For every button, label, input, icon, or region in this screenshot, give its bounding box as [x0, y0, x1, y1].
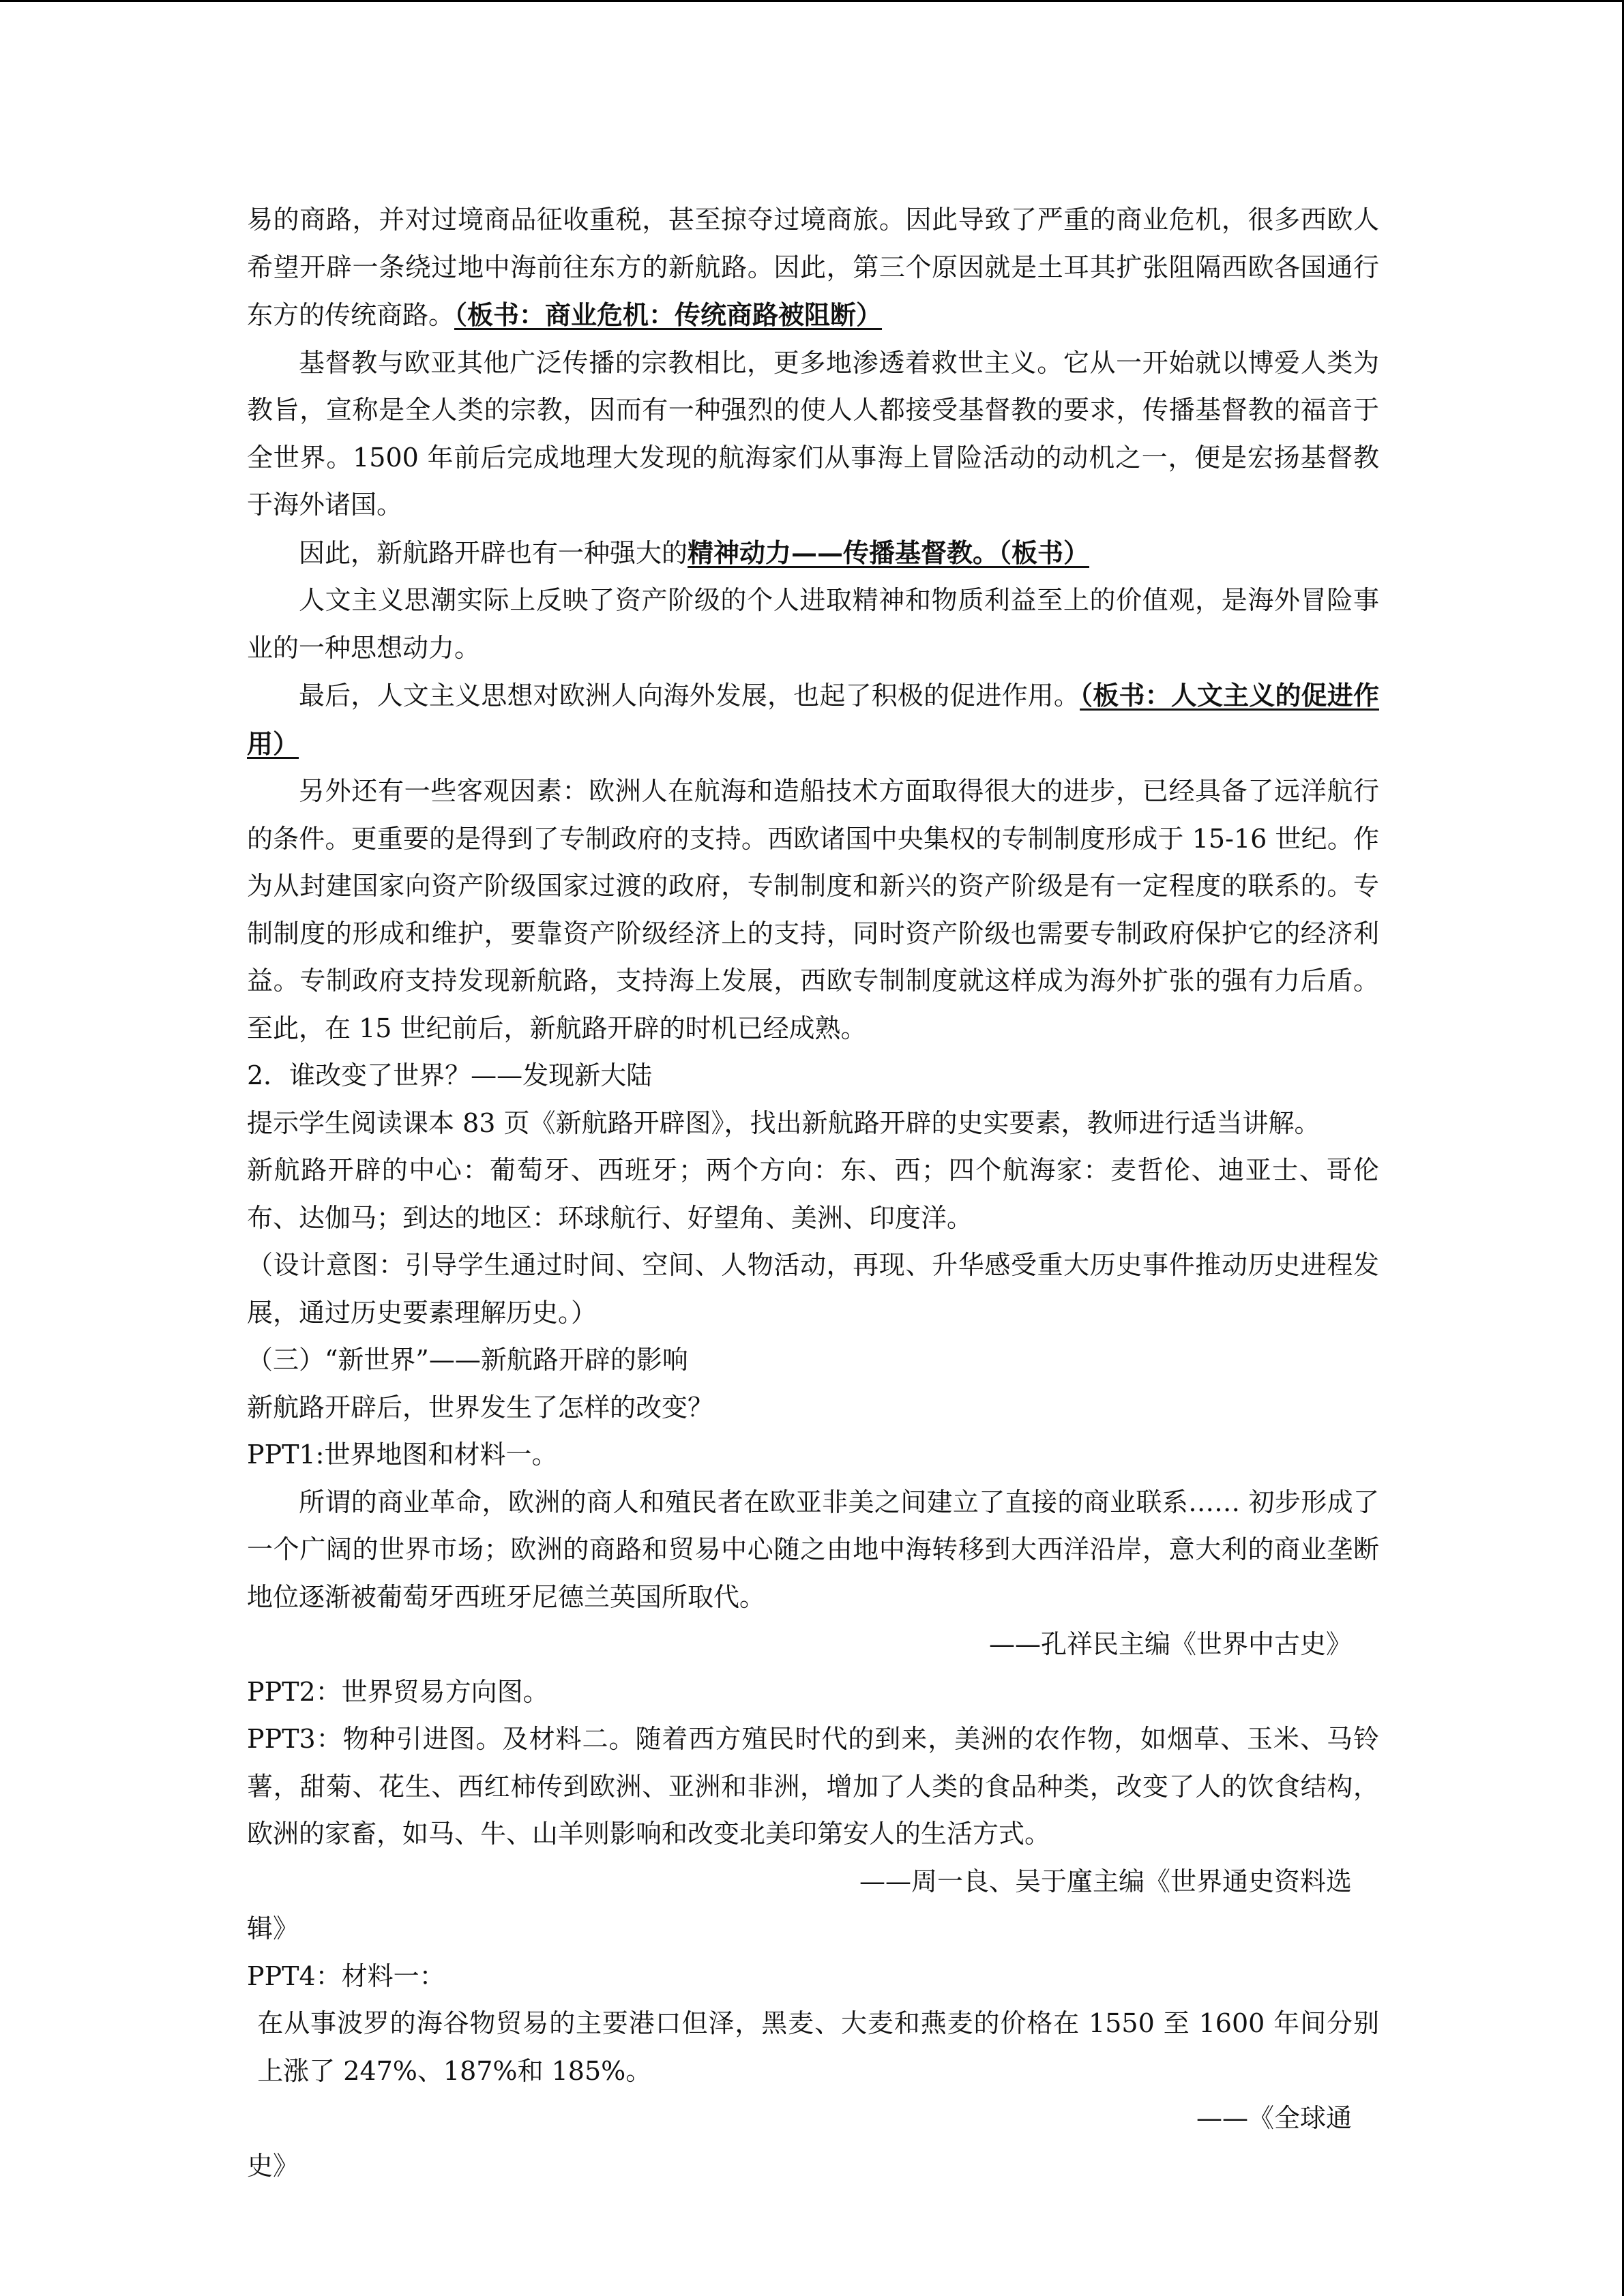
paragraph-text: 最后，人文主义思想对欧洲人向海外发展，也起了积极的促进作用。 — [299, 681, 1080, 711]
ppt1-line: PPT1:世界地图和材料一。 — [247, 1440, 558, 1470]
paragraph-commerce-crisis — [247, 196, 1379, 340]
paragraph-route-elements: 新航路开辟的中心：葡萄牙、西班牙；两个方向：东、西；四个航海家：麦哲伦、迪亚士、哥伦布、达伽马；到达的地区：环球航行、好望角、美洲、印度洋。 — [247, 1155, 1379, 1233]
ppt1-source: ——孔祥民主编《世界中古史》 — [988, 1629, 1352, 1659]
blackboard-note: 精神动力——传播基督教。（板书） — [688, 537, 1090, 568]
paragraph-christianity: 基督教与欧亚其他广泛传播的宗教相比，更多地渗透着救世主义。它从一开始就以博爱人类为教旨，宣称是全人类的宗教，因而有一种强烈的使人人都接受基督教的要求，传播基督教的福音于全世界。1500 年前后完成地理大发现的航海家们从事海上冒险活动的动机之一，便是宏扬基督教于海外诸国。 — [247, 347, 1379, 520]
paragraph-design-intent: （设计意图：引导学生通过时间、空间、人物活动，再现、升华感受重大历史事件推动历史进程发展，通过历史要素理解历史。） — [247, 1250, 1379, 1328]
document-body — [247, 196, 1379, 2190]
ppt1-quote: 所谓的商业革命，欧洲的商人和殖民者在欧亚非美之间建立了直接的商业联系…… 初步形成了一个广阔的世界市场；欧洲的商路和贸易中心随之由地中海转移到大西洋沿岸，意大利的商业垄断地位逐渐被葡萄牙西班牙尼德兰英国所取代。 — [247, 1487, 1379, 1612]
section-heading-3: （三）“新世界”——新航路开辟的影响 — [247, 1345, 688, 1375]
paragraph-text: 易的商路，并对过境商品征收重税，甚至掠夺过境商旅。因此导致了严重的商业危机，很多西欧人希望开辟一条绕过地中海前往东方的新航路。因此，第三个原因就是土耳其扩张阻隔西欧各国通行东方的传统商路。 — [247, 205, 1379, 330]
section-heading-2: 2．谁改变了世界？——发现新大陆 — [247, 1060, 653, 1090]
ppt3-source-cont: 辑》 — [247, 1913, 299, 1943]
paragraph-text: 因此，新航路开辟也有一种强大的 — [299, 537, 688, 568]
ppt2-line: PPT2：世界贸易方向图。 — [247, 1676, 549, 1707]
ppt4-source: ——《全球通 — [1196, 2103, 1352, 2133]
ppt4-quote: 在从事波罗的海谷物贸易的主要港口但泽，黑麦、大麦和燕麦的价格在 1550 至 1600 年间分别上涨了 247%、187%和 185%。 — [257, 2008, 1379, 2086]
blackboard-note: （板书：人文主义的促进作用） — [247, 680, 1379, 759]
ppt4-line: PPT4：材料一： — [247, 1960, 445, 1991]
blackboard-note: （板书：商业危机：传统商路被阻断） — [454, 299, 883, 330]
paragraph-objective-factors: 另外还有一些客观因素：欧洲人在航海和造船技术方面取得很大的进步，已经具备了远洋航行的条件。更重要的是得到了专制政府的支持。西欧诸国中央集权的专制制度形成于 15-16 世纪。作为从封建国家向资产阶级国家过渡的政府，专制制度和新兴的资产阶级是有一定程度的联系的。专制制度的形成和维护，要靠资产阶级经济上的支持，同时资产阶级也需要专制政府保护它的经济利益。专制政府支持发现新航路，支持海上发展，西欧专制制度就这样成为海外扩张的强有力后盾。至此，在 15 世纪前后，新航路开辟的时机已经成熟。 — [247, 776, 1379, 1043]
paragraph-reading-hint: 提示学生阅读课本 83 页《新航路开辟图》，找出新航路开辟的史实要素，教师进行适当讲解。 — [247, 1107, 1320, 1138]
paragraph-humanism: 人文主义思潮实际上反映了资产阶级的个人进取精神和物质利益至上的价值观，是海外冒险事业的一种思想动力。 — [247, 585, 1379, 663]
ppt3-source: ——周一良、吴于廑主编《世界通史资料选 — [859, 1866, 1352, 1896]
ppt4-source-cont: 史》 — [247, 2150, 299, 2181]
ppt3-line: PPT3：物种引进图。及材料二。随着西方殖民时代的到来，美洲的农作物，如烟草、玉米、马铃薯，甜菊、花生、西红柿传到欧洲、亚洲和非洲，增加了人类的食品种类，改变了人的饮食结构，欧洲的家畜，如马、牛、山羊则影响和改变北美印第安人的生活方式。 — [247, 1724, 1379, 1849]
paragraph-question: 新航路开辟后，世界发生了怎样的改变？ — [247, 1392, 714, 1422]
paragraph-spiritual-motive — [247, 529, 1379, 578]
paragraph-humanism-effect — [247, 672, 1379, 768]
